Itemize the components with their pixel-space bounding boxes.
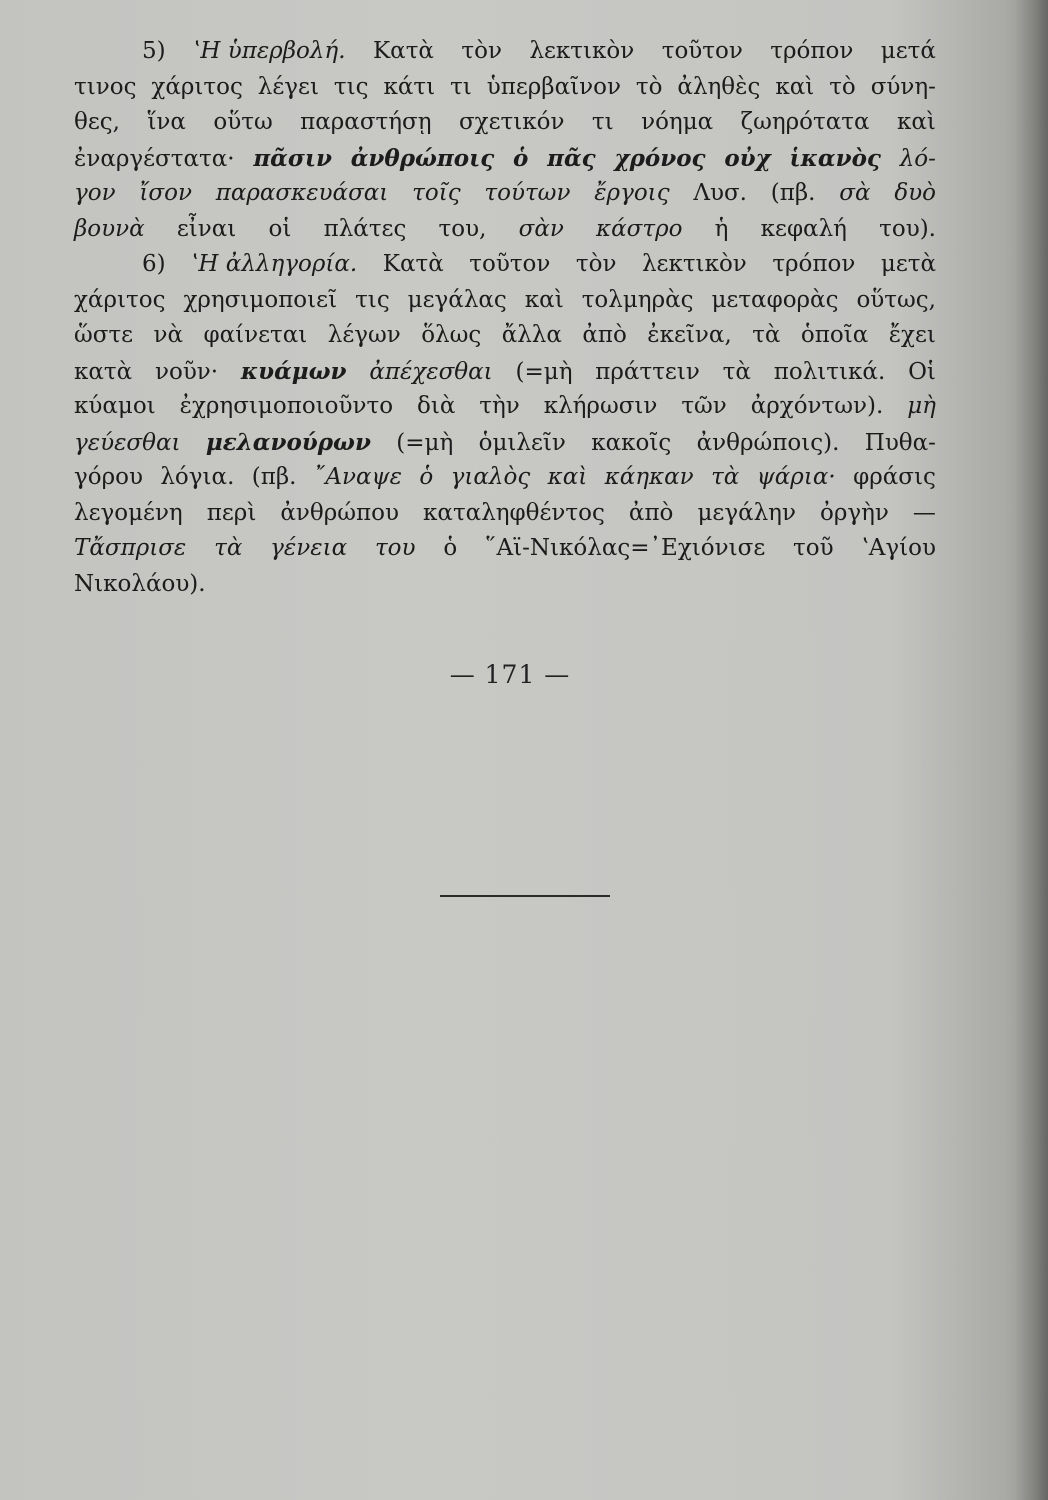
word: οὕτω	[213, 109, 273, 135]
word: εἶναι	[176, 215, 237, 242]
word: πράττειν	[595, 358, 700, 385]
text-line	[74, 571, 936, 607]
word: νὰ	[153, 322, 184, 348]
page-number: — 171 —	[449, 660, 571, 689]
word: παραστήσῃ	[300, 109, 432, 135]
word: καταληφθέντος	[423, 499, 605, 526]
word: γεύεσθαι	[74, 429, 181, 456]
word: μεταφορὰς	[711, 286, 839, 313]
body-text	[74, 38, 936, 606]
word: τοῦ	[793, 535, 834, 561]
word: ὁ	[419, 464, 434, 490]
word: κεφαλή	[760, 215, 847, 242]
word: τὸν	[461, 38, 502, 64]
text-line	[74, 358, 936, 394]
word: καὶ	[775, 73, 815, 100]
word: τρόπον	[772, 251, 856, 277]
word: νοῦν·	[154, 358, 219, 385]
word: σύνη-	[870, 73, 936, 100]
word: τὰ	[214, 535, 243, 561]
word: τὰ	[752, 322, 781, 348]
text-line	[74, 287, 936, 323]
word: κατὰ	[74, 358, 133, 385]
word: ἴσον	[139, 180, 192, 206]
word: νόημα	[641, 109, 714, 135]
word: τὰ	[711, 464, 740, 490]
text-line	[74, 74, 936, 110]
word: Νικολάου).	[74, 570, 206, 597]
word: ἀνθρώποις).	[696, 429, 840, 456]
word: ὀργὴν	[819, 499, 889, 526]
word: μετὰ	[880, 251, 936, 277]
word: τὰ	[722, 358, 751, 385]
word: ἡ	[714, 215, 729, 242]
word: πᾶσιν	[253, 144, 332, 172]
text-line	[74, 322, 936, 358]
word: ʽΗ ἀλληγορία.	[191, 251, 358, 277]
word: κλήρωσιν	[543, 393, 658, 419]
word: κακοῖς	[591, 429, 672, 456]
word: κύαμοι	[74, 393, 156, 419]
text-line	[74, 38, 936, 74]
word: γένεια	[270, 535, 348, 561]
word: παρασκευάσαι	[215, 180, 389, 206]
word: —	[912, 499, 936, 526]
word: θες,	[74, 109, 120, 135]
word: ψάρια·	[756, 464, 836, 490]
word: οὕτως,	[856, 286, 936, 313]
word: τούτων	[484, 180, 571, 206]
word: σχετικόν	[458, 109, 565, 135]
word: (=μὴ	[515, 358, 573, 385]
word: Κατὰ	[382, 251, 444, 277]
word: τῶν	[681, 393, 727, 419]
word: μελανούρων	[205, 428, 371, 456]
word: λόγια.	[160, 464, 235, 490]
word: φράσις	[853, 464, 936, 490]
word: ʽΗ ὑπερβολή.	[193, 38, 346, 64]
paragraph-hyperbole	[74, 38, 936, 251]
word: μεγάλην	[697, 499, 796, 526]
word: γιαλὸς	[450, 464, 531, 490]
word: ʽΑγίου	[861, 535, 936, 561]
word: λεκτικὸν	[529, 38, 635, 64]
word: τοῦτον	[469, 251, 551, 277]
word: χρησιμοποιεῖ	[183, 286, 338, 313]
word: Οἱ	[908, 358, 936, 385]
word: καὶ	[547, 464, 588, 490]
word: Κατὰ	[372, 38, 434, 64]
word: ὑπερβαῖνον	[486, 73, 621, 100]
word: ὅλως	[421, 322, 482, 348]
word: ἀνθρώποις	[350, 144, 495, 172]
word: ῞Αϊ-Νικόλας=᾿Εχιόνισε	[485, 535, 766, 561]
word: τολμηρὰς	[581, 286, 694, 313]
word: του).	[879, 215, 936, 242]
word: ἵνα	[147, 109, 186, 135]
paragraph-allegory	[74, 251, 936, 606]
word: πολιτικά.	[773, 358, 886, 385]
word: (πβ.	[251, 464, 297, 490]
word: σὰν	[518, 215, 564, 242]
word: πλάτες	[323, 215, 407, 242]
word: ἀπέχεσθαι	[369, 358, 493, 385]
word: χάριτος	[151, 73, 243, 100]
word: τὸ	[829, 73, 856, 100]
word: περὶ	[206, 499, 257, 526]
word: του	[374, 535, 416, 561]
word: τὸ	[635, 73, 663, 100]
word: ὥστε	[74, 322, 134, 348]
word: ἀπὸ	[582, 322, 627, 348]
word: οὐχ	[724, 144, 771, 172]
word: τὸν	[575, 251, 617, 277]
word: κάηκαν	[604, 464, 694, 490]
word: οἱ	[268, 215, 292, 242]
word: ἐχρησιμοποιοῦντο	[179, 393, 394, 419]
word: μετά	[880, 38, 936, 64]
word: κάτι	[383, 73, 436, 100]
word: τρόπον	[770, 38, 854, 64]
word: ῎Αναψε	[313, 464, 402, 490]
word: βουνὰ	[74, 215, 145, 242]
word: 6)	[142, 251, 166, 277]
word: ἔχει	[888, 322, 936, 348]
text-line	[74, 500, 936, 536]
word: τοῦτον	[661, 38, 743, 64]
word: ἀληθὲς	[677, 73, 761, 100]
text-line	[74, 429, 936, 465]
word: ἀνθρώπου	[280, 499, 399, 526]
word: ὁποῖα	[800, 322, 869, 348]
word: κάστρο	[596, 215, 683, 242]
word: καὶ	[896, 109, 936, 135]
word: ἀρχόντων).	[750, 393, 884, 419]
text-line	[74, 535, 936, 571]
word: ἐναργέστατα·	[74, 145, 235, 172]
word: ὁμιλεῖν	[478, 429, 566, 456]
text-line	[74, 393, 936, 429]
word: 5)	[142, 38, 166, 64]
text-line	[74, 251, 936, 287]
word: Τἄσπρισε	[74, 535, 187, 561]
word: ὁ	[443, 535, 458, 561]
word: (πβ.	[770, 180, 816, 206]
word: τι	[591, 109, 614, 135]
word: λέγει	[257, 73, 319, 100]
word: τινος	[74, 73, 137, 100]
word: του,	[438, 215, 487, 242]
word: γον	[74, 180, 116, 206]
word: λεκτικὸν	[641, 251, 747, 277]
word: κυάμων	[240, 357, 347, 385]
word: χρόνος	[614, 144, 706, 172]
word: δυὸ	[894, 180, 936, 206]
text-line	[74, 109, 936, 145]
word: ἀπὸ	[628, 499, 674, 526]
word: καὶ	[524, 286, 564, 313]
word: γόρου	[74, 464, 143, 490]
word: τὴν	[479, 393, 520, 419]
word: σὰ	[839, 180, 871, 206]
text-line	[74, 216, 936, 252]
word: ἄλλα	[501, 322, 562, 348]
word: (=μὴ	[396, 429, 454, 456]
word: λό-	[899, 145, 936, 172]
word: ἔργοις	[594, 180, 670, 206]
word: ἐκεῖνα,	[647, 322, 732, 348]
text-line	[74, 464, 936, 500]
word: ὁ	[513, 144, 529, 172]
text-line	[74, 145, 936, 181]
word: τι	[450, 73, 472, 100]
word: Πυθα-	[864, 429, 936, 456]
page-edge-shadow	[1014, 0, 1048, 1500]
word: ζωηρότατα	[740, 109, 870, 135]
word: ἱκανὸς	[789, 144, 881, 172]
word: μὴ	[907, 393, 936, 419]
word: φαίνεται	[203, 322, 308, 348]
text-line	[74, 180, 936, 216]
word: τις	[333, 73, 369, 100]
word: Λυσ.	[693, 180, 747, 206]
word: μεγάλας	[407, 286, 507, 313]
word: διὰ	[416, 393, 456, 419]
word: τοῖς	[412, 180, 461, 206]
word: πᾶς	[547, 144, 596, 172]
word: λεγομένη	[74, 499, 183, 526]
word: τις	[355, 286, 390, 313]
section-divider	[440, 895, 610, 897]
word: χάριτος	[74, 286, 166, 313]
word: λέγων	[327, 322, 401, 348]
